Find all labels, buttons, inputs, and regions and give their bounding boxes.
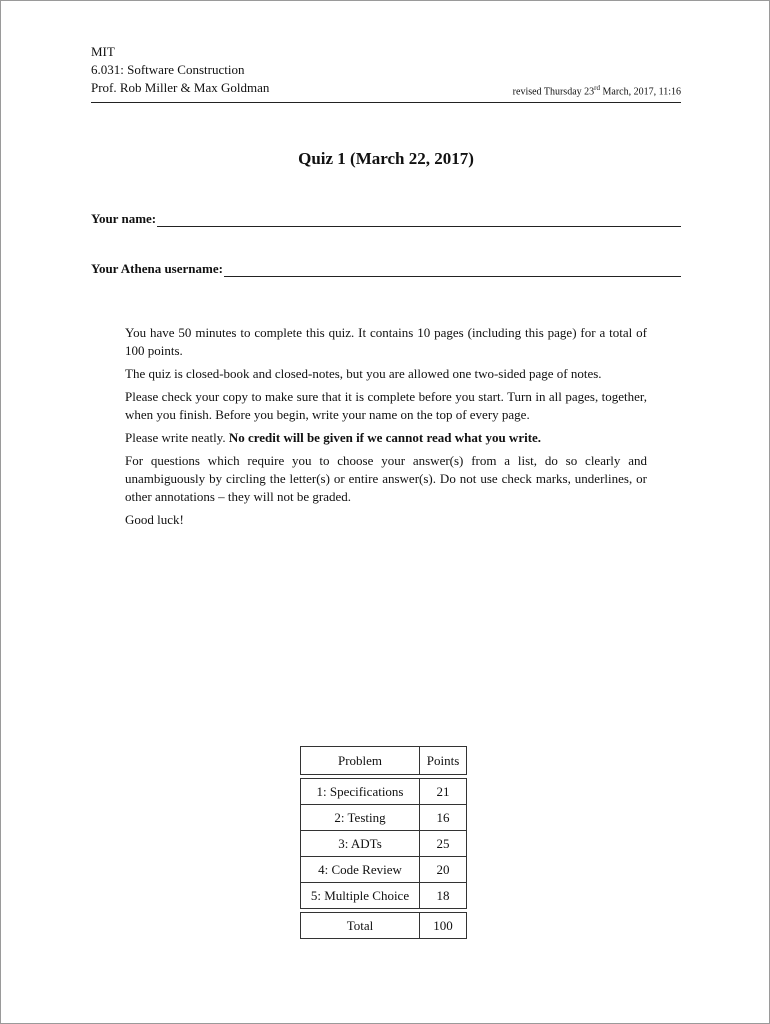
column-header-problem: Problem	[300, 746, 419, 775]
page-header	[91, 43, 681, 97]
total-label: Total	[300, 912, 419, 939]
total-points: 100	[419, 912, 467, 939]
name-blank-line[interactable]	[157, 212, 681, 227]
instruction-neatness: Please write neatly. No credit will be given if we cannot read what you write.	[125, 430, 542, 445]
points-cell: 20	[419, 857, 467, 883]
username-label: Your Athena username:	[91, 261, 223, 276]
problem-cell: 3: ADTs	[300, 831, 419, 857]
name-label: Your name:	[91, 211, 157, 226]
instruction-check: Please check your copy to make sure that it is complete before you start. Turn in all pages, together, when you finish. Before you begin, write your name on the top of every page.	[125, 389, 647, 422]
table-row	[300, 805, 467, 831]
table-row	[300, 831, 467, 857]
table-row	[300, 883, 467, 909]
instruction-notes: The quiz is closed-book and closed-notes, but you are allowed one two-sided page of notes.	[125, 366, 602, 381]
instructions	[125, 324, 647, 534]
problem-cell: 4: Code Review	[300, 857, 419, 883]
name-field[interactable]	[91, 211, 681, 227]
header-divider	[91, 102, 681, 103]
good-luck: Good luck!	[125, 512, 184, 527]
quiz-title: Quiz 1 (March 22, 2017)	[298, 149, 474, 168]
points-cell: 16	[419, 805, 467, 831]
points-cell: 21	[419, 778, 467, 805]
points-cell: 18	[419, 883, 467, 909]
problem-cell: 1: Specifications	[300, 778, 419, 805]
table-header-row	[300, 746, 467, 775]
instruction-time: You have 50 minutes to complete this quiz. It contains 10 pages (including this page) for a total of 100 points.	[125, 325, 647, 358]
problem-cell: 2: Testing	[300, 805, 419, 831]
instructors: Prof. Rob Miller & Max Goldman	[91, 80, 270, 95]
revision-date: revised Thursday 23rd March, 2017, 11:16	[512, 84, 681, 98]
table-row	[300, 857, 467, 883]
total-row	[300, 912, 467, 939]
table-row	[300, 778, 467, 805]
problem-cell: 5: Multiple Choice	[300, 883, 419, 909]
no-credit-warning: No credit will be given if we cannot read what you write.	[228, 430, 542, 445]
username-blank-line[interactable]	[224, 262, 681, 277]
score-table	[300, 746, 467, 939]
instruction-choices: For questions which require you to choose your answer(s) from a list, do so clearly and unambiguously by circling the letter(s) or entire answer(s). Do not use check marks, underlines, or other annotations – they will not be graded.	[125, 453, 647, 504]
course-title: 6.031: Software Construction	[91, 62, 245, 77]
institution: MIT	[91, 44, 115, 59]
username-field[interactable]	[91, 261, 681, 277]
points-cell: 25	[419, 831, 467, 857]
column-header-points: Points	[419, 746, 467, 775]
